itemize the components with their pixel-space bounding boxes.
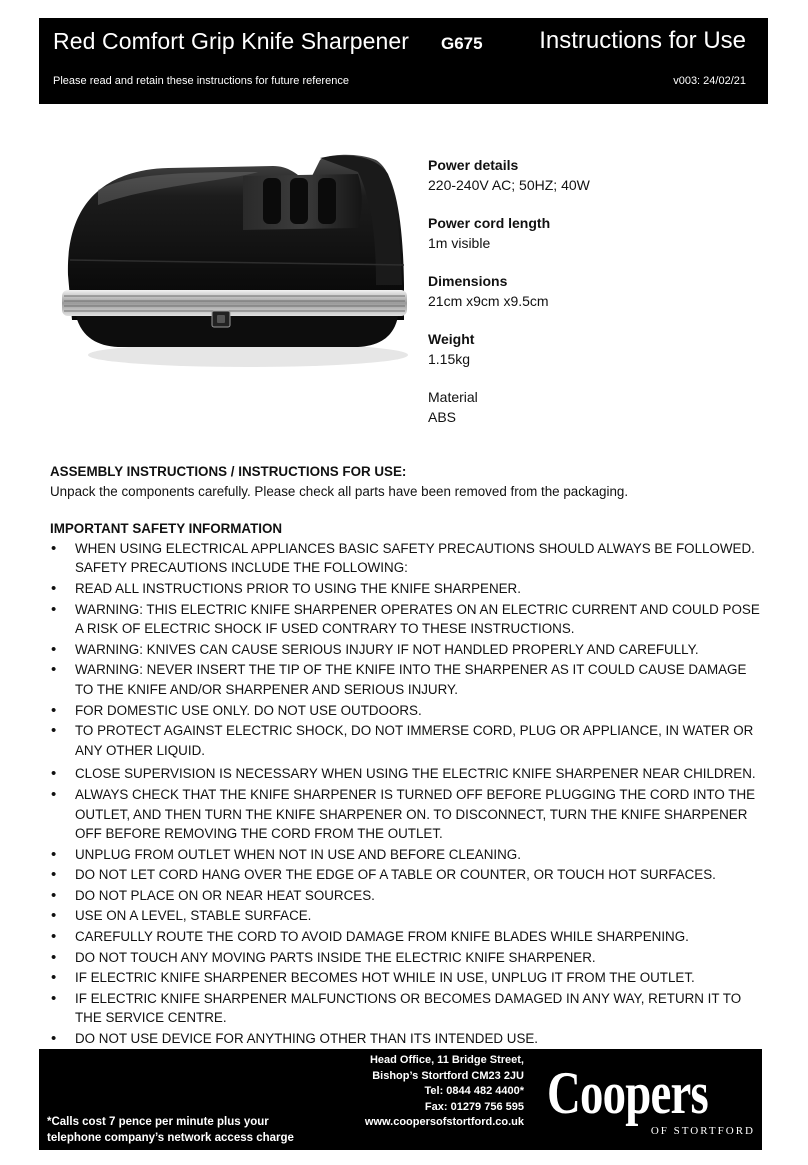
spec-value: ABS — [428, 408, 457, 425]
spec-value: 220-240V AC; 50HZ; 40W — [428, 176, 590, 193]
list-item: • READ ALL INSTRUCTIONS PRIOR TO USING THE KNIFE SHARPENER. — [50, 579, 768, 599]
call-cost-note — [47, 1115, 294, 1146]
list-item: • ALWAYS CHECK THAT THE KNIFE SHARPENER IS TURNED OFF BEFORE PLUGGING THE CORD INTO THE OUTLET, AND THEN TURN THE KNIFE SHARPENER ON. TO DISCONNECT, TURN THE KNIFE SHARPENER OFF BEFORE REMOVING THE CORD FROM THE OUTLET. — [50, 785, 768, 844]
spec-value: 21cm x9cm x9.5cm — [428, 292, 549, 309]
spec-label: Material — [428, 389, 478, 405]
spec-list — [428, 156, 728, 446]
instructions-title: Instructions for Use — [539, 27, 746, 54]
instructions-body — [50, 462, 768, 1050]
list-item: • IF ELECTRIC KNIFE SHARPENER MALFUNCTIONS OR BECOMES DAMAGED IN ANY WAY, RETURN IT TO THE SERVICE CENTRE. — [50, 989, 768, 1028]
list-item: • WHEN USING ELECTRICAL APPLIANCES BASIC SAFETY PRECAUTIONS SHOULD ALWAYS BE FOLLOWED. SAFETY PRECAUTIONS INCLUDE THE FOLLOWING: — [50, 539, 768, 578]
logo-wordmark: Coopers — [547, 1060, 708, 1126]
list-item: • WARNING: THIS ELECTRIC KNIFE SHARPENER OPERATES ON AN ELECTRIC CURRENT AND COULD POSE A RISK OF ELECTRIC SHOCK IF USED CONTRARY TO THESE INSTRUCTIONS. — [50, 600, 768, 639]
version-label: v003: 24/02/21 — [673, 75, 746, 87]
list-item: • CLOSE SUPERVISION IS NECESSARY WHEN USING THE ELECTRIC KNIFE SHARPENER NEAR CHILDREN. — [50, 764, 768, 784]
head-office-address — [365, 1053, 524, 1131]
call-cost-line: telephone company’s network access charge — [47, 1131, 294, 1144]
safety-heading: IMPORTANT SAFETY INFORMATION — [50, 521, 283, 537]
spec-power-details — [428, 156, 728, 195]
spec-label: Power details — [428, 157, 519, 173]
spec-value: 1.15kg — [428, 350, 471, 367]
knife-sharpener-photo — [58, 150, 408, 380]
safety-list — [50, 539, 768, 1049]
spec-weight — [428, 330, 728, 369]
website-link: www.coopersofstortford.co.uk — [364, 1116, 524, 1129]
address-line: Bishop’s Stortford CM23 2JU — [372, 1069, 524, 1082]
list-item: • DO NOT USE DEVICE FOR ANYTHING OTHER THAN ITS INTENDED USE. — [50, 1029, 768, 1049]
list-item: • DO NOT TOUCH ANY MOVING PARTS INSIDE THE ELECTRIC KNIFE SHARPENER. — [50, 948, 768, 968]
spec-material — [428, 388, 728, 427]
fax-number: Fax: 01279 756 595 — [424, 1100, 524, 1113]
logo-subtitle: OF STORTFORD — [650, 1125, 755, 1137]
spec-dimensions — [428, 272, 728, 311]
spec-label: Power cord length — [428, 215, 551, 231]
list-item: • UNPLUG FROM OUTLET WHEN NOT IN USE AND BEFORE CLEANING. — [50, 845, 768, 865]
list-item: • TO PROTECT AGAINST ELECTRIC SHOCK, DO NOT IMMERSE CORD, PLUG OR APPLIANCE, IN WATER OR ANY OTHER LIQUID. — [50, 721, 768, 760]
coopers-logo — [547, 1060, 755, 1145]
footer-banner — [39, 1049, 762, 1150]
list-item: • FOR DOMESTIC USE ONLY. DO NOT USE OUTDOORS. — [50, 701, 768, 721]
list-item: • USE ON A LEVEL, STABLE SURFACE. — [50, 906, 768, 926]
header-subtitle: Please read and retain these instructions for future reference — [53, 75, 349, 87]
spec-value: 1m visible — [428, 234, 491, 251]
spec-power-cord-length — [428, 214, 728, 253]
spec-label: Dimensions — [428, 273, 508, 289]
list-item: • DO NOT LET CORD HANG OVER THE EDGE OF A TABLE OR COUNTER, OR TOUCH HOT SURFACES. — [50, 865, 768, 885]
assembly-text: Unpack the components carefully. Please check all parts have been removed from the packaging. — [50, 483, 629, 499]
header-banner — [39, 18, 768, 104]
list-item: • WARNING: KNIVES CAN CAUSE SERIOUS INJURY IF NOT HANDLED PROPERLY AND CAREFULLY. — [50, 640, 768, 660]
call-cost-line: *Calls cost 7 pence per minute plus your — [47, 1116, 269, 1128]
phone-number: Tel: 0844 482 4400* — [424, 1085, 524, 1098]
address-line: Head Office, 11 Bridge Street, — [369, 1054, 524, 1066]
list-item: • WARNING: NEVER INSERT THE TIP OF THE KNIFE INTO THE SHARPENER AS IT COULD CAUSE DAMAGE TO THE KNIFE AND/OR SHARPENER AND SERIOUS INJURY. — [50, 660, 768, 699]
product-code: G675 — [441, 34, 483, 53]
list-item: • IF ELECTRIC KNIFE SHARPENER BECOMES HOT WHILE IN USE, UNPLUG IT FROM THE OUTLET. — [50, 968, 768, 988]
spec-label: Weight — [428, 331, 475, 347]
list-item: • CAREFULLY ROUTE THE CORD TO AVOID DAMAGE FROM KNIFE BLADES WHILE SHARPENING. — [50, 927, 768, 947]
list-item: • DO NOT PLACE ON OR NEAR HEAT SOURCES. — [50, 886, 768, 906]
assembly-heading: ASSEMBLY INSTRUCTIONS / INSTRUCTIONS FOR USE: — [50, 464, 407, 479]
document-title: Red Comfort Grip Knife Sharpener — [53, 28, 410, 54]
